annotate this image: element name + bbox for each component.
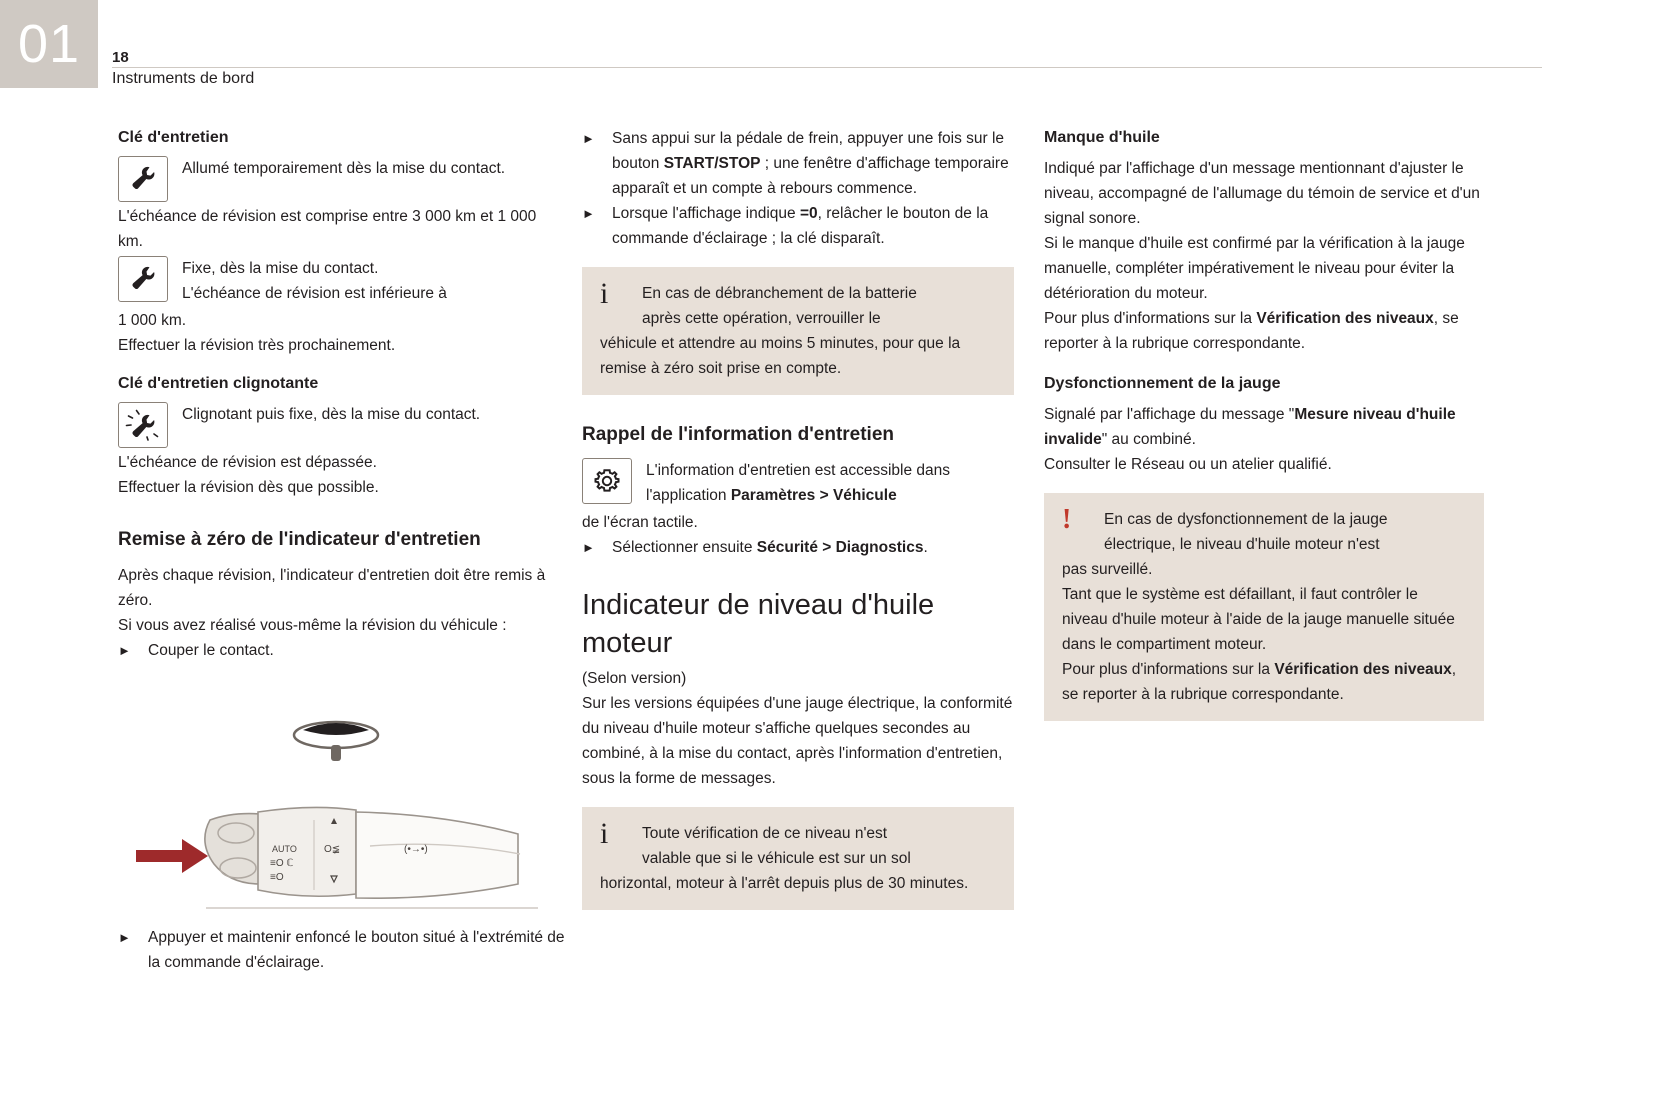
bullet-appuyer-maintenir-text: Appuyer et maintenir enfoncé le bouton situé à l'extrémité de la commande d'éclairage. [148,929,565,971]
note-warning-first-line: En cas de dysfonctionnement de la jauge [1104,511,1388,528]
bullet-securite-part1: Sélectionner ensuite [612,539,757,556]
bullet-start-stop-part1: Sans appui sur la pédale de frein, appuyer une fois sur le bouton [612,130,1005,172]
note-battery-rest: véhicule et attendre au moins 5 minutes, pour que la remise à zéro soit prise en compte. [600,335,961,377]
gear-icon [582,458,632,504]
paragraph-manque-huile-3-part1: Pour plus d'informations sur la [1044,310,1257,327]
paragraph-manque-huile-1: Indiqué par l'affichage d'un message mentionnant d'ajuster le niveau, accompagné de l'allumage du témoin de service et d'un signal sonore. [1044,160,1480,227]
icon-row-settings-gear [582,458,1014,508]
bullet-start-stop [582,126,1014,201]
bullet-couper-contact-text: Couper le contact. [148,642,274,659]
bullet-securite-part3: . [923,539,928,556]
bullet-start-stop-part3: ; une fenêtre d'affichage temporaire apparaît et un compte à rebours commence. [612,155,1009,197]
note-battery-first-line: En cas de débranchement de la batterie [642,285,917,302]
steering-wheel-icon [294,722,378,761]
bullet-securite-strong: Sécurité > Diagnostics [756,539,924,556]
settings-path-strong: Paramètres > Véhicule [730,487,897,504]
note-warning-rest-1: pas surveillé. [1062,561,1153,578]
note-warning-rest-2: Tant que le système est défaillant, il faut contrôler le niveau d'huile moteur à l'aide de la jauge manuelle située dans le compartiment moteur. [1062,586,1455,653]
paragraph-consulter-reseau: Consulter le Réseau ou un atelier qualifié. [1044,456,1332,473]
arrow-bullet-icon: ► [582,131,595,146]
lighting-stalk-illustration [118,700,558,930]
bullet-appuyer-maintenir [118,925,568,975]
wrench-fixed-line1: Fixe, dès la mise du contact. [182,260,379,277]
heading-rappel-information: Rappel de l'information d'entretien [582,424,895,445]
warning-icon: ! [1062,504,1072,535]
section-title: Instruments de bord [112,70,255,87]
paragraph-dysfonctionnement-1-part1: Signalé par l'affichage du message " [1044,406,1295,423]
paragraph-manque-huile-2: Si le manque d'huile est confirmé par la vérification à la jauge manuelle, compléter impérativement le niveau pour éviter la détérioration du moteur. [1044,235,1465,302]
svg-text:≡O: ≡O [270,872,284,883]
paragraph-revision-prochainement: Effectuer la révision très prochainement. [118,337,396,354]
paragraph-revision-des-que-possible: Effectuer la révision dès que possible. [118,479,379,496]
wrench-blinking-text: Clignotant puis fixe, dès la mise du contact. [182,406,481,423]
note-warning-jauge [1044,493,1484,721]
illustration-caption [118,925,568,975]
paragraph-dysfonctionnement-1 [1044,402,1484,452]
column-one [118,126,558,663]
wrench-icon [118,156,168,202]
settings-path-text [646,458,1014,508]
note-verification-niveau [582,807,1014,910]
chapter-badge: 01 [0,0,98,88]
wrench-fixed-text [182,256,558,306]
arrow-bullet-icon: ► [582,540,595,555]
heading-cle-clignotante: Clé d'entretien clignotante [118,375,319,392]
info-icon: i [600,277,609,310]
arrow-bullet-icon: ► [582,206,595,221]
bullet-affichage-zero-strong: =0 [799,205,818,222]
subtitle-selon-version: (Selon version) [582,670,687,687]
info-icon: i [600,817,609,850]
icon-row-wrench-temporary [118,156,558,202]
bullet-start-stop-strong: START/STOP [663,155,761,172]
note-warning-second-line: électrique, le niveau d'huile moteur n'est [1104,536,1380,553]
icon-row-wrench-blinking [118,402,558,448]
note-battery-disconnect [582,267,1014,395]
page-number: 18 [112,49,129,66]
note-warning-rest-3-strong: Vérification des niveaux [1274,661,1452,678]
stalk-auto-label: AUTO [272,844,297,854]
heading-dysfonctionnement-jauge: Dysfonctionnement de la jauge [1044,375,1281,392]
gear-glyph [593,467,621,495]
svg-text:O≨: O≨ [324,844,341,855]
paragraph-dysfonctionnement-1-part3: " au combiné. [1101,431,1196,448]
bullet-securite-diagnostics [582,535,1014,560]
paragraph-jauge-electrique: Sur les versions équipées d'une jauge électrique, la conformité du niveau d'huile moteur s'affiche quelques secondes au combiné, à la mise du contact, après l'information d'entretien, sous la forme de messages. [582,695,1013,787]
note-warning-rest-3-part1: Pour plus d'informations sur la [1062,661,1275,678]
paragraph-ecran-tactile: de l'écran tactile. [582,514,698,531]
press-direction-arrow-icon [136,839,208,873]
heading-indicateur-niveau-huile: Indicateur de niveau d'huile moteur [582,589,935,659]
paragraph-echeance-range: L'échéance de révision est comprise entre 3 000 km et 1 000 km. [118,208,537,250]
wrench-glyph [128,265,158,293]
heading-cle-entretien: Clé d'entretien [118,129,229,146]
paragraph-manque-huile-3-part3: , se reporter à la rubrique correspondante. [1044,310,1459,352]
paragraph-apres-revision: Après chaque révision, l'indicateur d'entretien doit être remis à zéro. [118,567,546,609]
settings-path-part1: L'information d'entretien est accessible dans l'application [646,462,951,504]
heading-remise-a-zero: Remise à zéro de l'indicateur d'entretien [118,529,481,550]
lighting-stalk-svg [118,700,558,930]
arrow-bullet-icon: ► [118,930,131,945]
bullet-affichage-zero-part3: , relâcher le bouton de la commande d'éclairage ; la clé disparaît. [612,205,989,247]
page-header [112,48,632,90]
note-verification-rest: horizontal, moteur à l'arrêt depuis plus de 30 minutes. [600,875,969,892]
wrench-icon [118,256,168,302]
paragraph-manque-huile-3 [1044,306,1484,356]
heading-manque-huile: Manque d'huile [1044,129,1160,146]
wrench-fixed-line2: L'échéance de révision est inférieure à [182,285,447,302]
note-warning-rest-3 [1062,657,1466,707]
svg-text:(•→•): (•→•) [404,844,428,855]
stalk-body [205,807,520,898]
paragraph-echeance-depassee: L'échéance de révision est dépassée. [118,454,377,471]
column-three [1044,126,1484,721]
column-two [582,126,1014,910]
note-battery-second-line: après cette opération, verrouiller le [642,310,881,327]
svg-text:≡O ℂ: ≡O ℂ [270,858,294,869]
note-verification-second-line: valable que si le véhicule est sur un sol [642,850,911,867]
wrench-blinking-icon [118,402,168,448]
paragraph-manque-huile-3-strong: Vérification des niveaux [1256,310,1434,327]
note-verification-first-line: Toute vérification de ce niveau n'est [642,825,888,842]
bullet-affichage-zero [582,201,1014,251]
wrench-temporary-text: Allumé temporairement dès la mise du contact. [182,160,506,177]
arrow-bullet-icon: ► [118,643,131,658]
bullet-couper-contact [118,638,558,663]
paragraph-dysfonctionnement-1-strong: Mesure niveau d'huile invalide [1044,406,1456,448]
bullet-affichage-zero-part1: Lorsque l'affichage indique [612,205,800,222]
wrench-blinking-glyph [125,409,161,441]
paragraph-1000km: 1 000 km. [118,312,187,329]
note-warning-rest-3-part3: , se reporter à la rubrique correspondante. [1062,661,1457,703]
wrench-glyph [128,165,158,193]
icon-row-wrench-fixed [118,256,558,306]
paragraph-si-vous-avez: Si vous avez réalisé vous-même la révision du véhicule : [118,617,507,634]
